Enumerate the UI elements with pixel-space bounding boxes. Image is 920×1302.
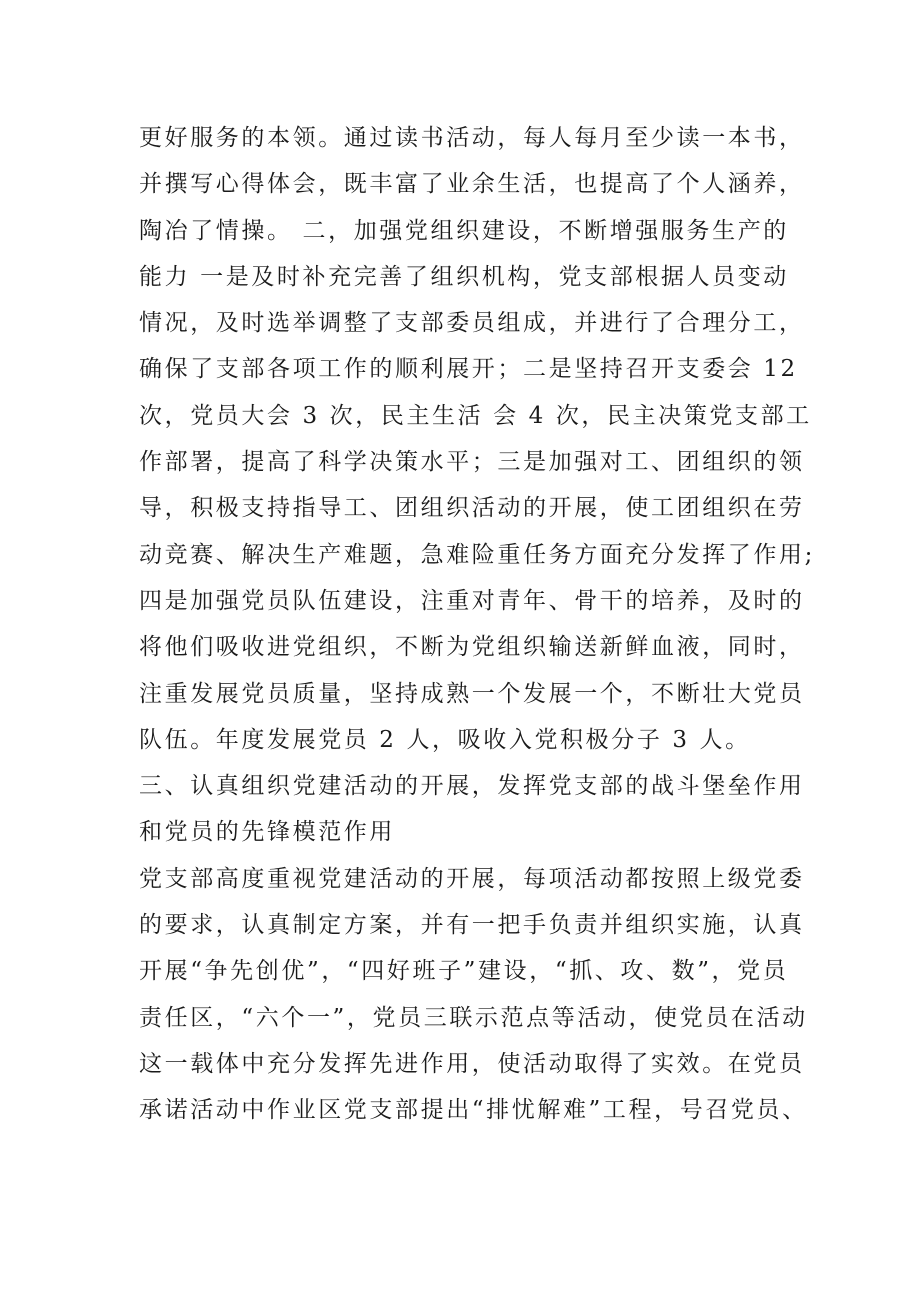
text-line: 党支部高度重视党建活动的开展，每项活动都按照上级党委 (139, 865, 805, 892)
body-text (139, 115, 815, 1134)
text-line: 这一载体中充分发挥先进作用，使活动取得了实效。在党员 (139, 1050, 805, 1077)
text-line: 四是加强党员队伍建设，注重对青年、骨干的培养，及时的 (139, 587, 805, 614)
text-line: 队伍。年度发展党员 2 人，吸收入党积极分子 3 人。 (139, 726, 751, 753)
text-line: 次，党员大会 3 次，民主生活 会 4 次，民主决策党支部工 (139, 402, 812, 429)
text-line: 并撰写心得体会，既丰富了业余生活，也提高了个人涵养， (139, 171, 805, 198)
text-line: 的要求，认真制定方案，并有一把手负责并组织实施，认真 (139, 912, 805, 939)
text-line: 更好服务的本领。通过读书活动，每人每月至少读一本书， (139, 125, 805, 151)
text-line: 将他们吸收进党组织，不断为党组织输送新鲜血液，同时， (139, 634, 805, 661)
text-line: 注重发展党员质量，坚持成熟一个发展一个，不断壮大党员 (139, 680, 805, 707)
text-line: 能力 一是及时补充完善了组织机构，党支部根据人员变动 (139, 263, 789, 290)
text-line: 承诺活动中作业区党支部提出“排忧解难”工程，号召党员、 (139, 1097, 808, 1124)
text-line: 情况，及时选举调整了支部委员组成，并进行了合理分工， (139, 310, 805, 337)
text-line: 责任区，“六个一”，党员三联示范点等活动，使党员在活动 (139, 1004, 808, 1031)
section-heading-line: 和党员的先锋模范作用 (139, 819, 395, 846)
text-line: 开展“争先创优”，“四好班子”建设，“抓、攻、数”，党员 (139, 958, 789, 985)
text-line: 确保了支部各项工作的顺利展开；二是坚持召开支委会 12 (139, 356, 798, 383)
text-line: 导，积极支持指导工、团组织活动的开展，使工团组织在劳 (139, 495, 805, 522)
text-line: 作部署，提高了科学决策水平；三是加强对工、团组织的领 (139, 449, 805, 476)
text-line: 陶冶了情操。 二，加强党组织建设，不断增强服务生产的 (139, 217, 789, 244)
text-line: 动竞赛、解决生产难题，急难险重任务方面充分发挥了作用; (139, 541, 815, 568)
section-heading-line: 三、认真组织党建活动的开展，发挥党支部的战斗堡垒作用 (139, 773, 805, 800)
